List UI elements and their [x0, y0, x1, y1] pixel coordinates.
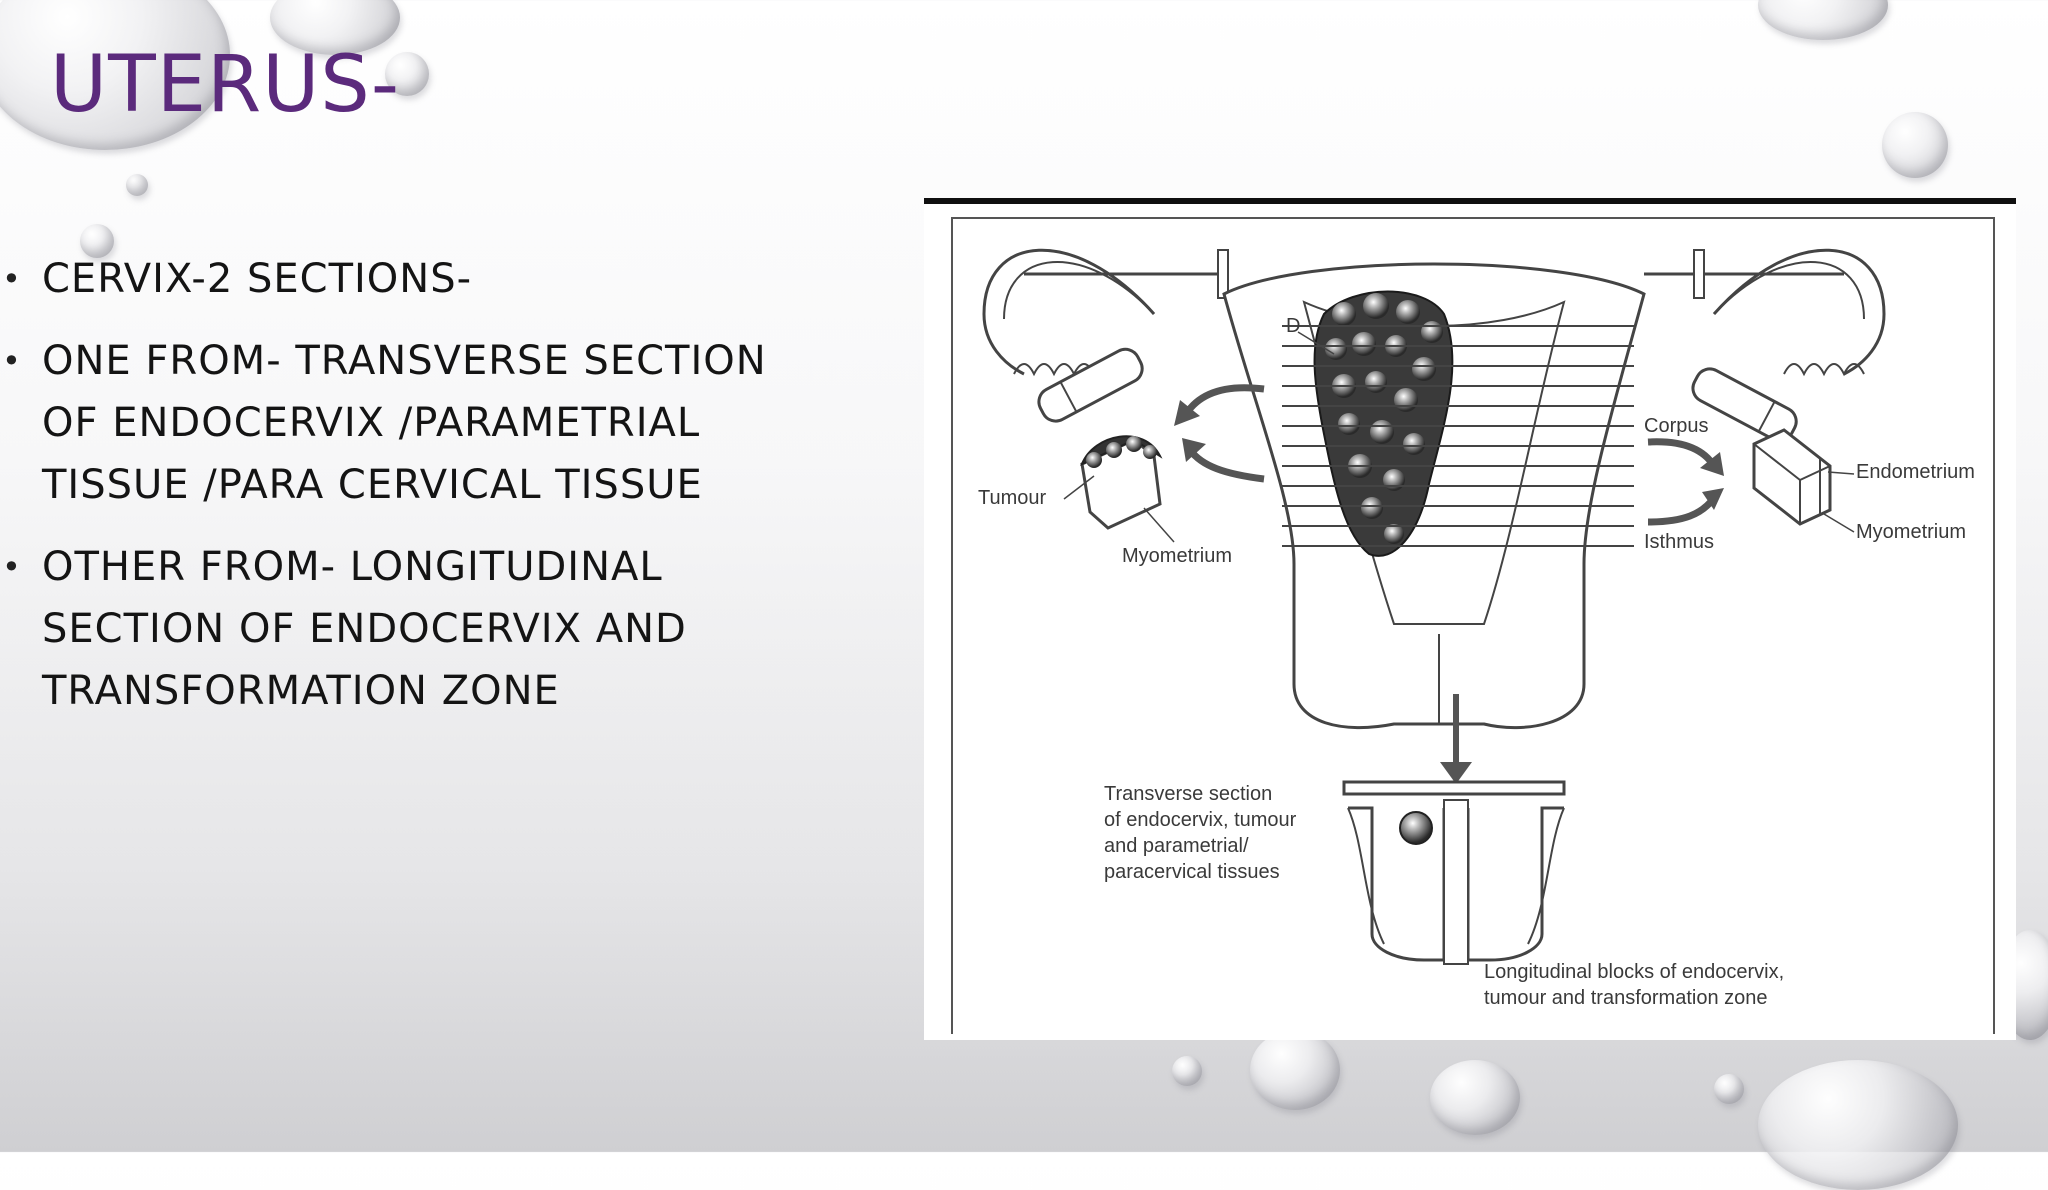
label-isthmus: Isthmus	[1644, 531, 1715, 553]
slide-title: UTERUS-	[50, 40, 400, 130]
longitudinal-block-left-edge	[1348, 808, 1384, 944]
bullet-icon: •	[2, 342, 22, 380]
arrow-to-endometrium-block-lower	[1648, 498, 1714, 522]
bullet-icon: •	[2, 548, 22, 586]
transverse-cervix-slice	[1344, 782, 1564, 794]
water-drop-decoration	[1758, 0, 1888, 40]
label-myometrium-left-pointer	[1144, 508, 1174, 542]
label-d: D	[1286, 315, 1301, 337]
bullet-text: CERVIX-2 SECTIONS-	[42, 256, 473, 302]
label-corpus: Corpus	[1644, 415, 1709, 437]
bullet-icon: •	[2, 260, 22, 298]
bullet-item	[0, 536, 800, 722]
uterus-sectioning-diagram	[924, 198, 2016, 1040]
label-tumour: Tumour	[978, 487, 1047, 509]
label-longitudinal-blocks-1: Longitudinal blocks of endocervix,	[1484, 961, 1785, 983]
tumour-block-left	[1082, 436, 1160, 528]
label-myometrium-right: Myometrium	[1856, 521, 1967, 543]
left-clamp	[1218, 250, 1228, 298]
label-endometrium-pointer	[1828, 472, 1854, 474]
bullet-text: OTHER FROM- LONGITUDINAL SECTION OF ENDOCERVIX AND TRANSFORMATION ZONE	[42, 544, 687, 714]
arrow-to-tumour-block-lower	[1190, 450, 1264, 479]
water-drop-decoration	[1430, 1060, 1520, 1135]
label-myometrium-right-pointer	[1824, 514, 1854, 532]
label-transverse-section-2: of endocervix, tumour	[1104, 809, 1297, 831]
bullet-list	[0, 248, 800, 742]
diagram-canvas	[924, 204, 2016, 1034]
water-drop-decoration	[1250, 1030, 1340, 1110]
right-clamp	[1694, 250, 1704, 298]
longitudinal-block-right	[1468, 808, 1564, 960]
bullet-text: ONE FROM- TRANSVERSE SECTION OF ENDOCERVIX /PARAMETRIAL TISSUE /PARA CERVICAL TISSUE	[42, 338, 767, 508]
arrow-to-endometrium-block-upper	[1648, 442, 1714, 466]
water-drop-decoration	[1882, 112, 1948, 178]
label-transverse-section-4: paracervical tissues	[1104, 861, 1280, 883]
water-drop-decoration	[1172, 1056, 1202, 1086]
right-fallopian-tube	[1714, 250, 1884, 374]
left-ovary	[1034, 344, 1147, 426]
label-transverse-section-1: Transverse section	[1104, 783, 1273, 805]
label-transverse-section-3: and parametrial/	[1104, 835, 1249, 857]
longitudinal-block-right-edge	[1528, 808, 1564, 944]
bullet-item	[0, 330, 800, 516]
tumour-in-cervix	[1400, 812, 1432, 844]
label-myometrium-left: Myometrium	[1122, 545, 1233, 567]
water-drop-decoration	[1758, 1060, 1958, 1190]
cervical-canal-strip	[1444, 800, 1468, 964]
endometrium-block-right	[1754, 430, 1830, 524]
water-drop-decoration	[1714, 1074, 1744, 1104]
bullet-item	[0, 248, 800, 310]
label-endometrium: Endometrium	[1856, 461, 1975, 483]
label-longitudinal-blocks-2: tumour and transformation zone	[1484, 987, 1768, 1009]
water-drop-decoration	[126, 174, 148, 196]
